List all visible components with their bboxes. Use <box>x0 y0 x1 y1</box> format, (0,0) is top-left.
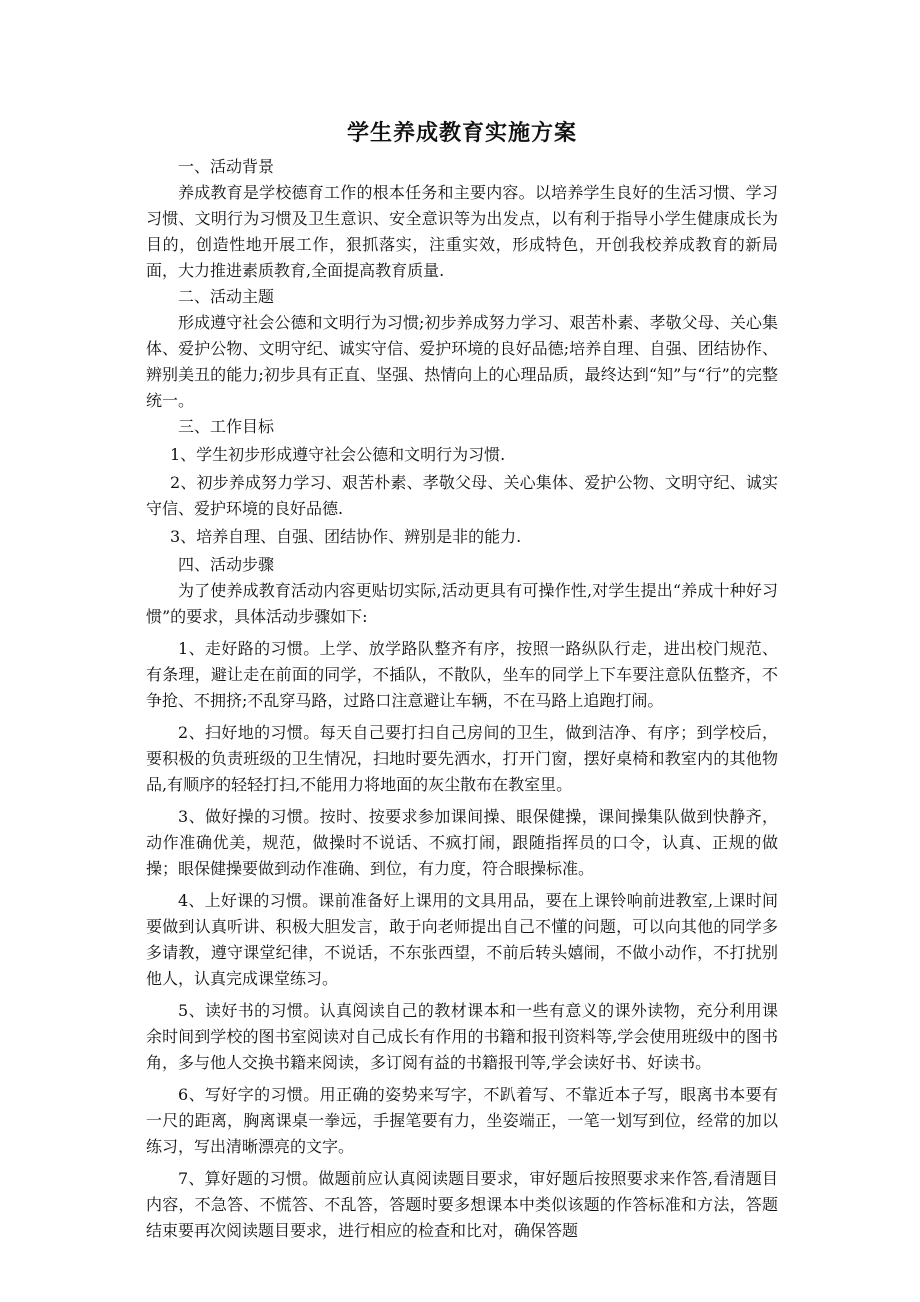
goal-item-3: 3、培养自理、自强、团结协作、辨别是非的能力. <box>170 527 522 546</box>
section-heading-background: 一、活动背景 <box>178 157 275 176</box>
section-heading-theme: 二、活动主题 <box>178 287 275 306</box>
goal-item-2: 2、初步养成努力学习、艰苦朴素、孝敬父母、关心集体、爱护公物、文明守纪、诚实守信、爱护环境的良好品德. <box>146 473 778 518</box>
step-item-6: 6、写好字的习惯。用正确的姿势来写字，不趴着写、不靠近本子写，眼离书本要有一尺的距离，胸离课桌一拳远，手握笔要有力，坐姿端正，一笔一划写到位，经常的加以练习，写出清晰漂亮的文字。 <box>146 1085 778 1156</box>
step-item-1: 1、走好路的习惯。上学、放学路队整齐有序，按照一路纵队行走，进出校门规范、有条理，避让走在前面的同学，不插队，不散队，坐车的同学上下车要注意队伍整齐，不争抢、不拥挤;不乱穿马路，过路口注意避让车辆，不在马路上追跑打闹。 <box>146 639 778 710</box>
section-heading-steps: 四、活动步骤 <box>178 555 275 574</box>
goal-item-1: 1、学生初步形成遵守社会公德和文明行为习惯. <box>170 445 506 464</box>
background-paragraph: 养成教育是学校德育工作的根本任务和主要内容。以培养学生良好的生活习惯、学习习惯、文明行为习惯及卫生意识、安全意识等为出发点，以有利于指导小学生健康成长为目的，创造性地开展工作，狠抓落实，注重实效，形成特色，开创我校养成教育的新局面，大力推进素质教育,全面提高教育质量. <box>146 183 778 280</box>
step-item-3: 3、做好操的习惯。按时、按要求参加课间操、眼保健操，课间操集队做到快静齐，动作准确优美，规范，做操时不说话、不疯打闹，跟随指挥员的口令，认真、正规的做操；眼保健操要做到动作准确、到位，有力度，符合眼操标准。 <box>146 807 778 878</box>
theme-paragraph: 形成遵守社会公德和文明行为习惯;初步养成努力学习、艰苦朴素、孝敬父母、关心集体、爱护公物、文明守纪、诚实守信、爱护环境的良好品德;培养自理、自强、团结协作、辨别美丑的能力;初步具有正直、坚强、热情向上的心理品质，最终达到“知”与“行”的完整统一。 <box>146 313 778 410</box>
section-heading-goals: 三、工作目标 <box>178 417 275 436</box>
page-title: 学生养成教育实施方案 <box>346 120 577 146</box>
step-item-4: 4、上好课的习惯。课前准备好上课用的文具用品，要在上课铃响前进教室,上课时间要做到认真听讲、积极大胆发言，敢于向老师提出自己不懂的问题，可以向其他的同学多多请教，遵守课堂纪律，不说话，不东张西望，不前后转头嬉闹，不做小动作，不打扰别他人，认真完成课堂练习。 <box>146 891 778 988</box>
steps-intro-paragraph: 为了使养成教育活动内容更贴切实际,活动更具有可操作性,对学生提出“养成十种好习惯”的要求，具体活动步骤如下: <box>146 581 778 626</box>
step-item-5: 5、读好书的习惯。认真阅读自己的教材课本和一些有意义的课外读物，充分利用课余时间到学校的图书室阅读对自己成长有作用的书籍和报刊资料等,学会使用班级中的图书角，多与他人交换书籍来阅读，多订阅有益的书籍报刊等,学会读好书、好读书。 <box>146 1001 778 1072</box>
step-item-2: 2、扫好地的习惯。每天自己要打扫自己房间的卫生，做到洁净、有序；到学校后，要积极的负责班级的卫生情况，扫地时要先洒水，打开门窗，摆好桌椅和教室内的其他物品,有顺序的轻轻打扫,不能用力将地面的灰尘散布在教室里。 <box>146 723 778 794</box>
step-item-7: 7、算好题的习惯。做题前应认真阅读题目要求，审好题后按照要求来作答,看清题目内容，不急答、不慌答、不乱答，答题时要多想课本中类似该题的作答标准和方法，答题结束要再次阅读题目要求，进行相应的检查和比对，确保答题 <box>146 1169 778 1240</box>
